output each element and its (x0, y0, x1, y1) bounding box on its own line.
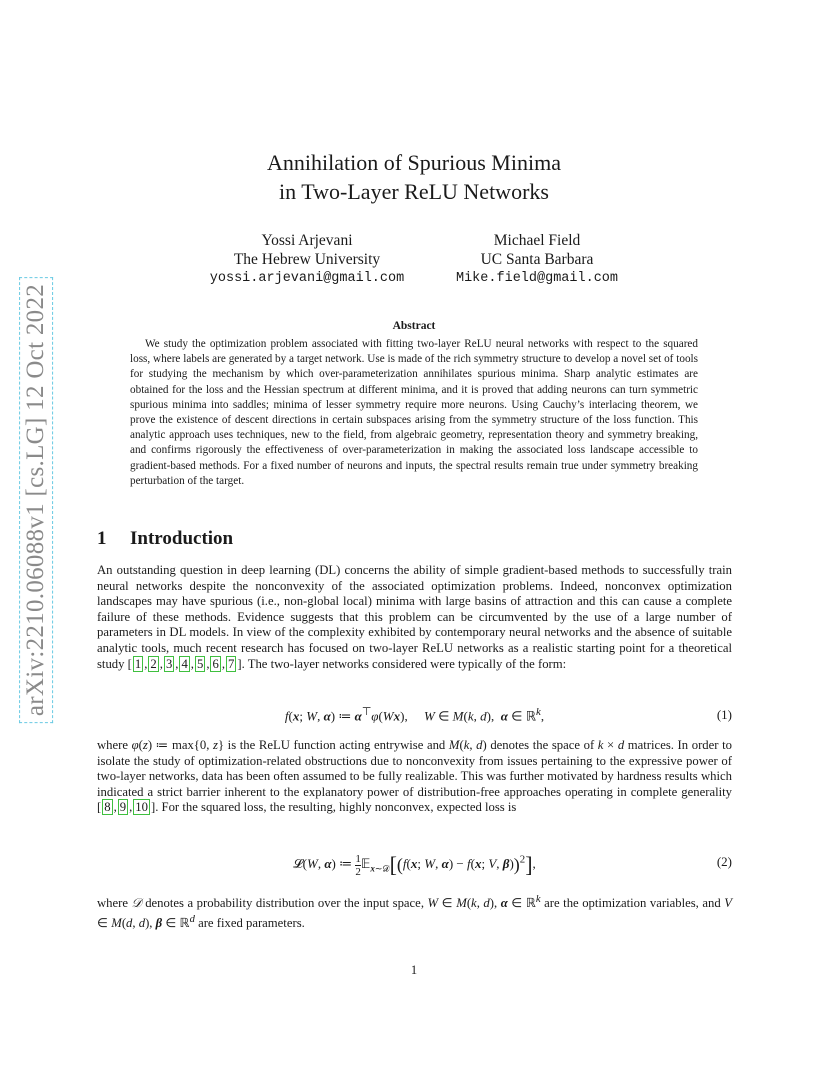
arxiv-stamp (18, 260, 54, 740)
citation-link[interactable]: 10 (135, 800, 148, 815)
equation-formula: 𝓛(W, α) ≔ $\frac{1}{2}$ 𝔼$_{x\sim 𝒟}$[(f(x; W, α) − f(x; V, β))$^2$], (293, 852, 536, 878)
paragraph-text: denotes the space of (486, 738, 598, 752)
paragraph-text: An outstanding question in deep learning (DL) concerns the ability of simple gradient-based methods to successfully train neural networks despite the nonconvexity of the associated optimization problems. Indeed, nonconvex optimization landscapes may have spurious (i.e., non-global local) minima with large basins of attraction and this can cause a complete failure of these methods. Evidence suggests that this problem can be circumvented by the use of a large number of parameters in DL models. In view of the complexity exhibited by contemporary neural networks and the absence of suitable analytic tools, much recent research has focused on two-layer ReLU networks as a realistic starting point for a theoretical study (97, 563, 732, 671)
author-2 (432, 231, 642, 288)
author-email: Mike.field@gmail.com (455, 271, 619, 286)
citation-link[interactable]: 6 (212, 656, 219, 671)
paragraph-text: are the optimization variables, and (540, 896, 725, 911)
citation-link[interactable]: 5 (196, 656, 204, 671)
page-number: 1 (410, 963, 418, 977)
paragraph-text: . For the squared loss, the resulting, highly nonconvex, expected loss is (155, 800, 517, 815)
equation-formula: f(x; W, α) ≔ α⊤φ(Wx), W ∈ M(k, d), α ∈ ℝ$^k$, (284, 706, 545, 724)
equation-1 (97, 705, 732, 725)
abstract-text: We study the optimization problem associated with fitting two-layer ReLU neural networks with respect to the squared loss, where labels are generated by a target network. Use is made of the rich symmetry structure to develop a novel set of tools for studying the mechanism by which over-parameterization annihilates spurious minima. Sharp analytic estimates are obtained for the loss and the Hessian spectrum at different minima, and it is proved that adding neurons can turn symmetric spurious minima into saddles; minima of lesser symmetry require more neurons. Using Cauchy’s interlacing theorem, we prove the existence of descent directions in certain subspaces arising from the symmetry structure of the loss function. This analytic approach uses techniques, new to the field, from algebraic geometry, representation theory and symmetry breaking, and confirms rigorously the effectiveness of over-parameterization in making the associated loss landscape accessible to gradient-based methods. For a fixed number of neurons and inputs, the spectral results remain true under symmetry breaking perturbation of the target. (130, 338, 698, 487)
citation-link[interactable]: 3 (165, 656, 173, 671)
arxiv-identifier: arXiv:2210.06088v1 [cs.LG] 12 Oct 2022 (19, 277, 53, 723)
paragraph-text: is the ReLU function acting entrywise and (224, 738, 449, 752)
author-name: Michael Field (493, 232, 581, 249)
abstract-heading: Abstract (392, 320, 436, 332)
section-title: Introduction (130, 528, 234, 549)
author-affiliation: The Hebrew University (233, 251, 381, 268)
citation-link[interactable]: 7 (228, 656, 235, 671)
equation-number: (1) (716, 707, 732, 722)
paragraph-2: where φ(z) ≔ max{0, z} is the ReLU function acting entrywise and M(k, d) denotes the space of k × d matrices. In order to isolate the study of optimization-related obstructions due to nonconvexity from issues pertaining to the expressive power of two-layer networks, data has been often assumed to be fully realizable. This was further motivated by hardness results which indicated a strict barrier inherent to the explanatory power of distribution-free approaches operating in complete generality [ 8 , 9 , 10 ]. For the squared loss, the resulting, highly nonconvex, expected loss is (97, 738, 732, 815)
citation-link[interactable]: 4 (181, 656, 188, 671)
paragraph-text: denotes a probability distribution over the input space, (141, 896, 428, 911)
paragraph-3: where 𝒟 denotes a probability distribution over the input space, W ∈ M(k, d), α ∈ ℝ$^k$ are the optimization variables, and V ∈ M(d, d), β ∈ ℝ$^d$ are fixed parameters. (97, 894, 732, 931)
paragraph-text: matrices. In order to isolate the study of optimization-related obstructions due to nonconvexity from issues pertaining to the expressive power of two-layer networks, data has been often assumed to be fully realizable. This was further motivated by hardness results which indicated a strict barrier inherent to the explanatory power of distribution-free approaches operating in complete generality (97, 738, 732, 799)
equation-number: (2) (716, 854, 732, 869)
paragraph-text: where (97, 896, 132, 911)
paragraph-text: are fixed parameters. (194, 916, 305, 931)
citation-link[interactable]: 8 (104, 800, 111, 815)
section-number: 1 (97, 528, 107, 549)
paragraph-text: where (97, 738, 132, 752)
citation-link[interactable]: 9 (119, 800, 127, 815)
author-1 (200, 231, 414, 288)
paragraph-1: An outstanding question in deep learning (DL) concerns the ability of simple gradient-based methods to successfully train neural networks despite the nonconvexity of the associated optimization problems. Indeed, nonconvex optimization landscapes may have spurious (i.e., non-global local) minima with large basins of attraction and this can cause a complete failure of these methods. Evidence suggests that this problem can be circumvented by the use of a large number of parameters in DL models. In view of the complexity exhibited by contemporary neural networks and the absence of suitable analytic tools, much recent research has focused on two-layer ReLU networks as a realistic starting point for a theoretical study [ 1 , 2 , 3 , 4 , 5 , 6 , 7 ]. The two-layer networks considered were typically of the form: (97, 563, 732, 671)
author-name: Yossi Arjevani (261, 232, 353, 249)
paragraph-text: . The two-layer networks considered were typically of the form: (241, 656, 567, 671)
citation-link[interactable]: 1 (134, 656, 142, 671)
section-heading (97, 528, 233, 550)
abstract-body (130, 337, 698, 489)
citation-link[interactable]: 2 (150, 656, 157, 671)
author-email: yossi.arjevani@gmail.com (209, 271, 405, 286)
title-line-1: Annihilation of Spurious Minima (267, 150, 561, 175)
title-line-2: in Two-Layer ReLU Networks (279, 179, 549, 204)
paper-title (0, 148, 828, 206)
author-affiliation: UC Santa Barbara (480, 251, 594, 268)
equation-2 (97, 846, 732, 882)
